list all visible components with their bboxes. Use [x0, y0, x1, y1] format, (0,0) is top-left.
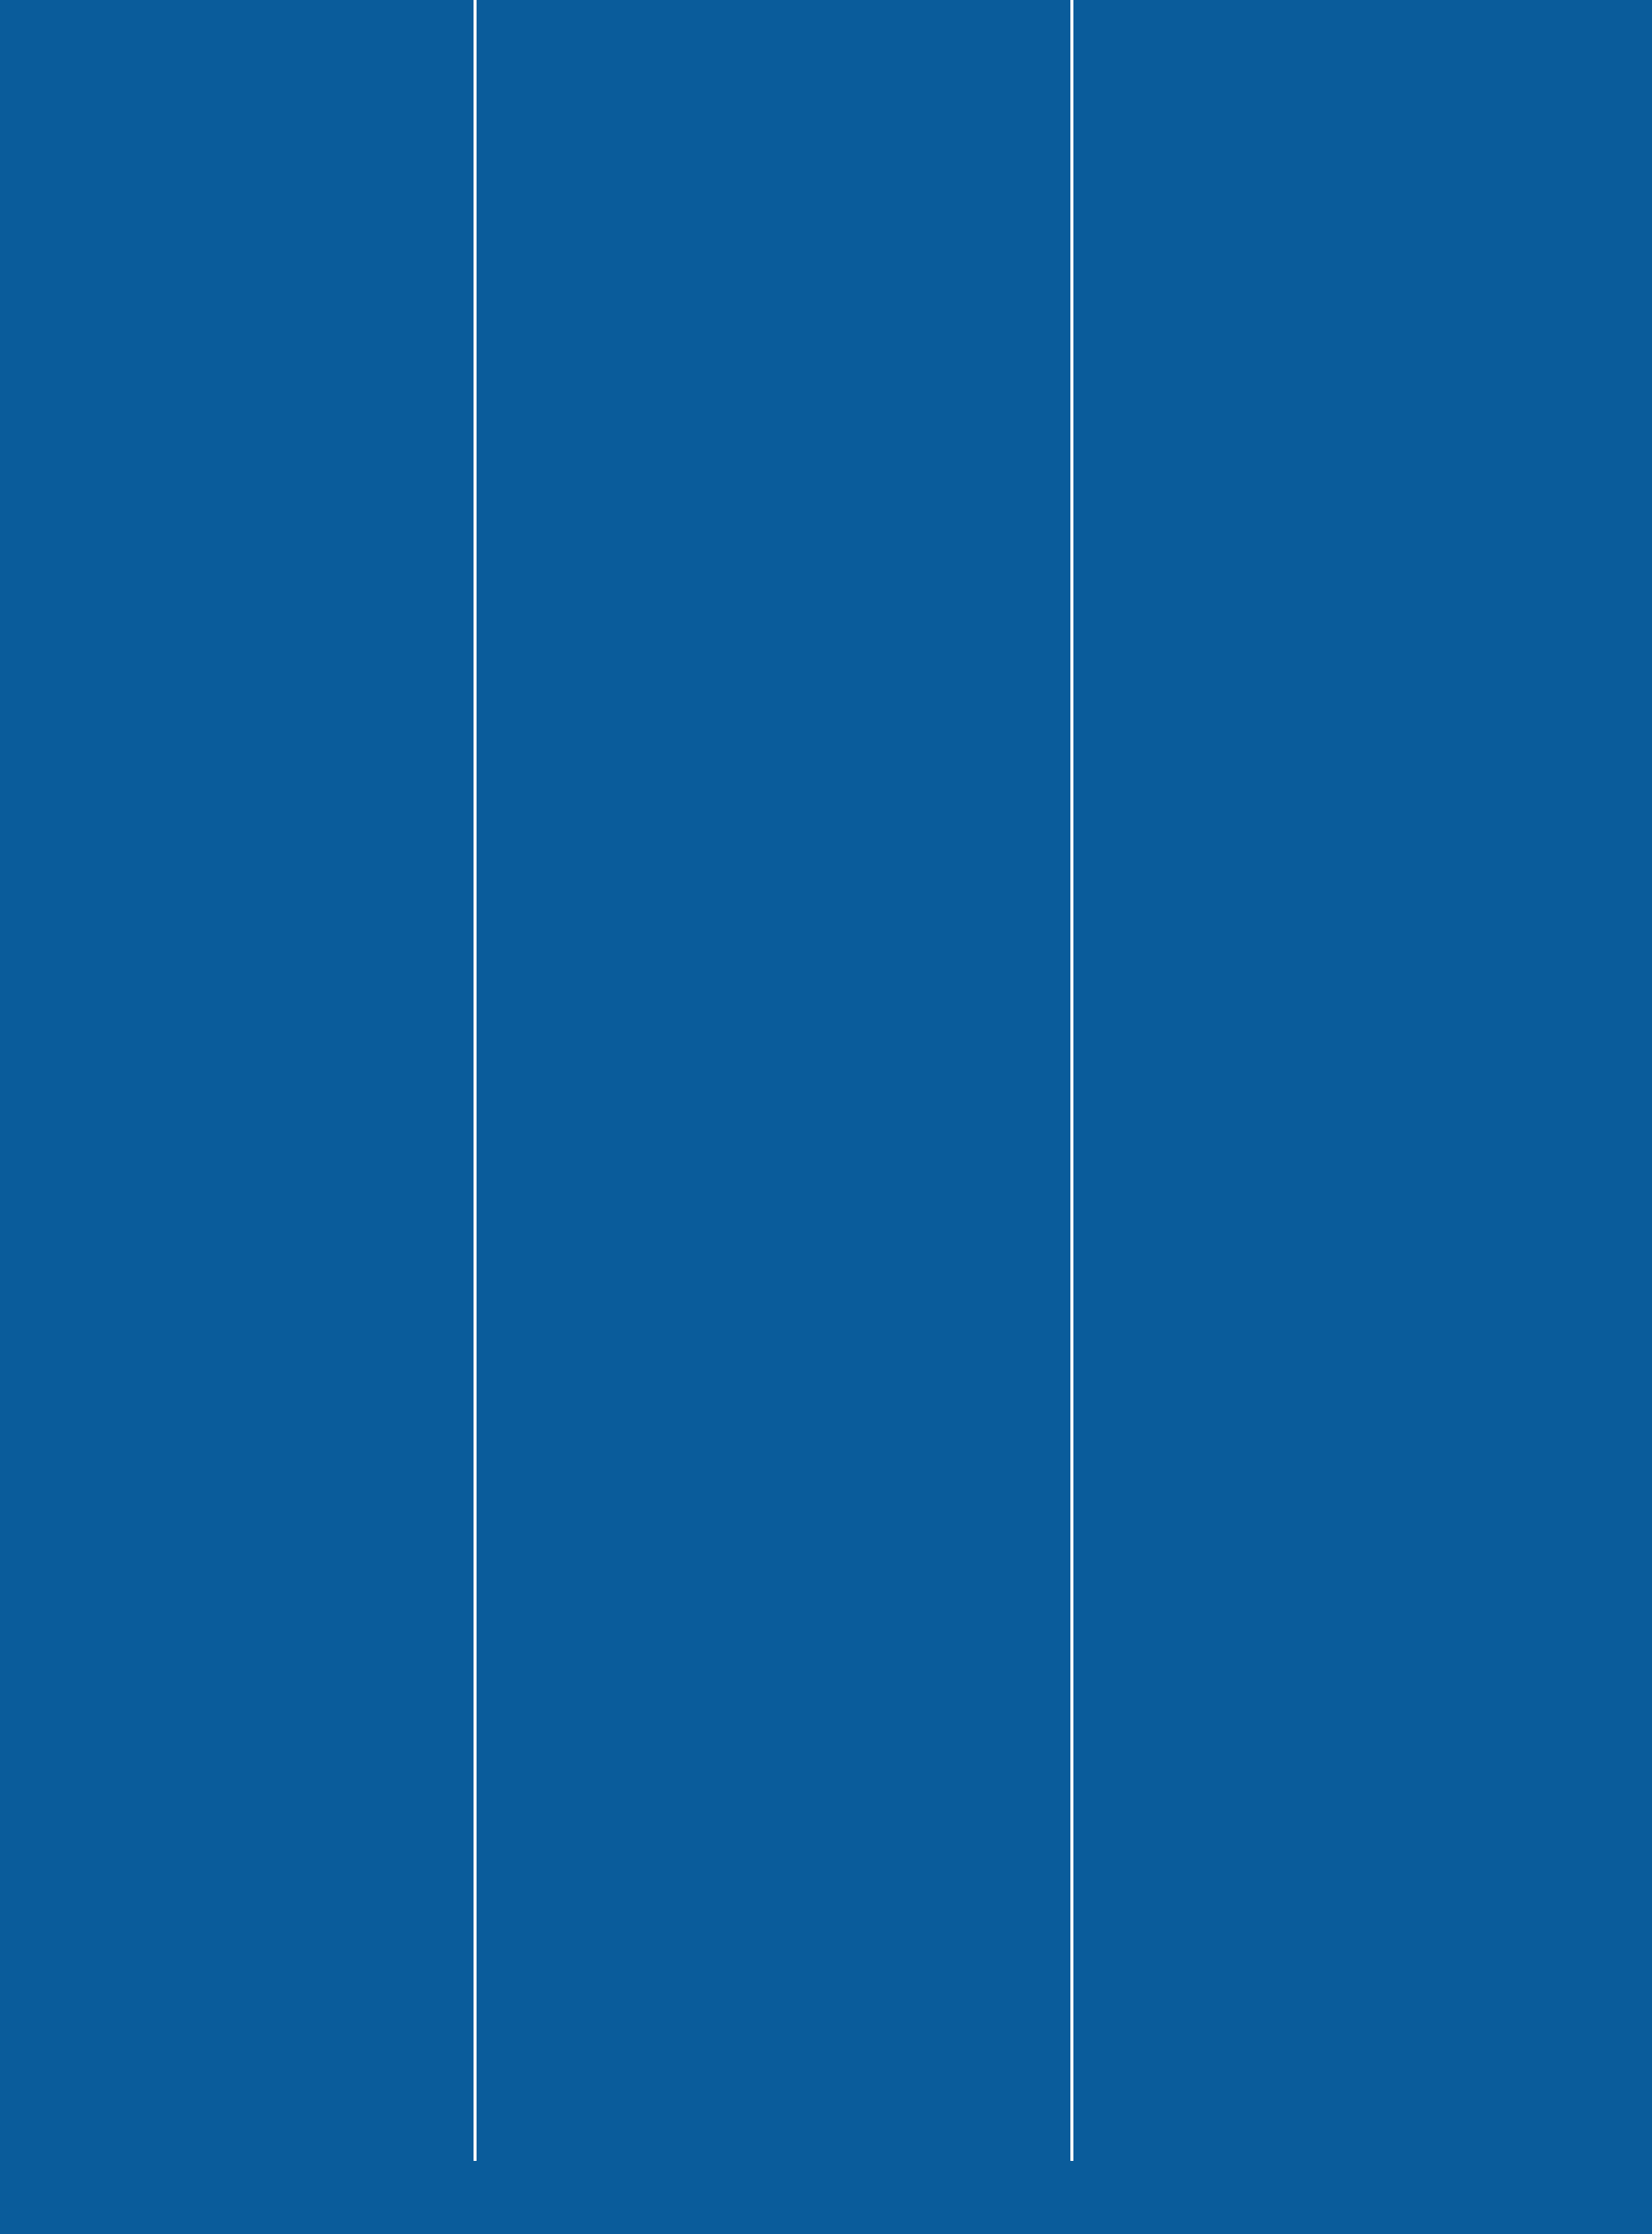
color-code-table: [335, 0, 1226, 2161]
column-divider-right: [1070, 0, 1073, 2161]
column-divider-left: [474, 0, 477, 2161]
